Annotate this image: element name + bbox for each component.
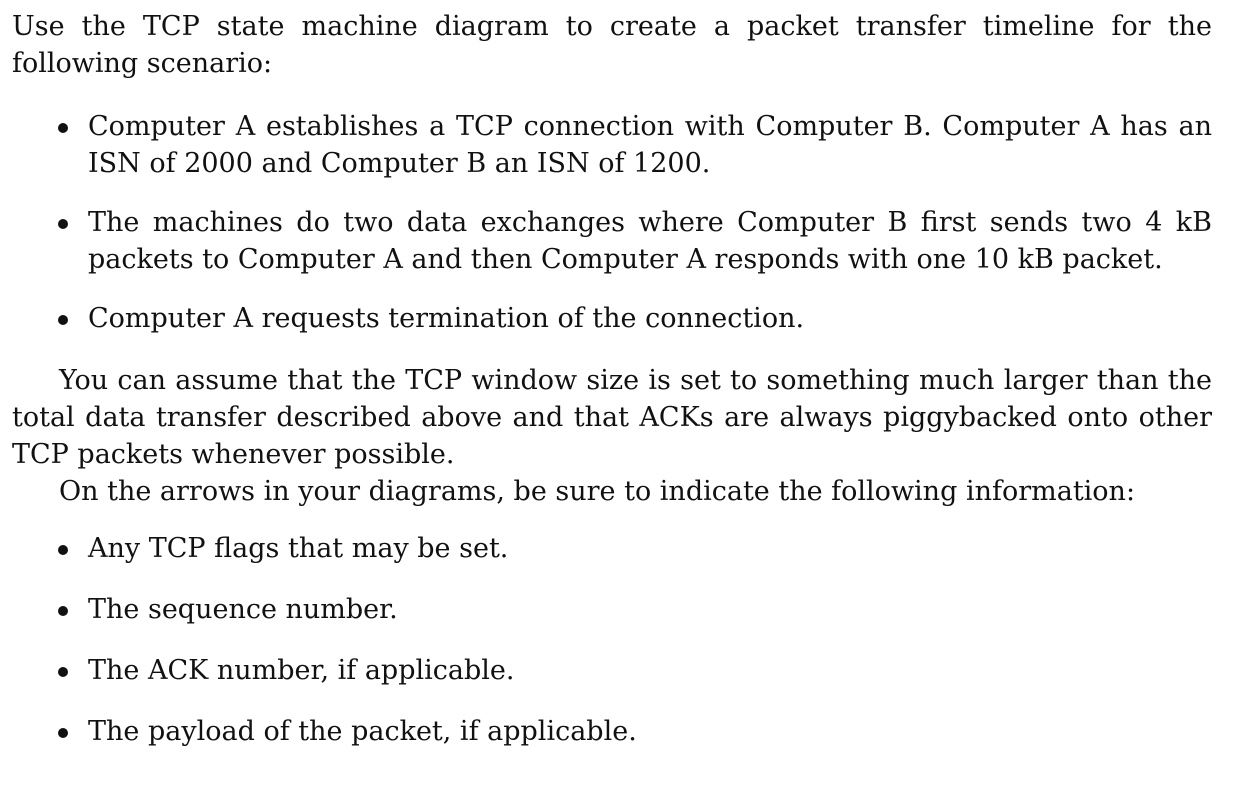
bullet-icon [58,728,68,738]
info-item-text: The payload of the packet, if applicable. [88,716,637,747]
scenario-list [12,108,1212,337]
intro-paragraph: Use the TCP state machine diagram to create a packet transfer timeline for the following scenario: [12,11,1212,79]
scenario-item-text: Computer A establishes a TCP connection with Computer B. Computer A has an ISN of 2000 and Computer B an ISN of 1200. [88,111,1212,179]
info-item-payload [12,713,1212,750]
instruction-paragraph: On the arrows in your diagrams, be sure to indicate the following information: [59,476,1136,507]
scenario-item-connection [12,108,1212,182]
assumption-paragraph: You can assume that the TCP window size is set to something much larger than the total data transfer described above and that ACKs are always piggybacked onto other TCP packets whenever possible. [12,365,1212,470]
scenario-item-data-exchange [12,204,1212,278]
info-item-flags [12,530,1212,567]
info-list [12,530,1212,750]
document-page [12,8,1212,750]
scenario-item-text: The machines do two data exchanges where Computer B first sends two 4 kB packets to Computer A and then Computer A responds with one 10 kB packet. [88,207,1212,275]
info-item-sequence [12,591,1212,628]
bullet-icon [58,315,68,325]
scenario-item-text: Computer A requests termination of the connection. [88,303,805,334]
info-item-text: The sequence number. [88,594,398,625]
info-item-ack [12,652,1212,689]
bullet-icon [58,123,68,133]
info-item-text: Any TCP flags that may be set. [88,533,509,564]
bullet-icon [58,545,68,555]
bullet-icon [58,606,68,616]
info-item-text: The ACK number, if applicable. [88,655,515,686]
scenario-item-termination [12,300,1212,337]
bullet-icon [58,219,68,229]
bullet-icon [58,667,68,677]
